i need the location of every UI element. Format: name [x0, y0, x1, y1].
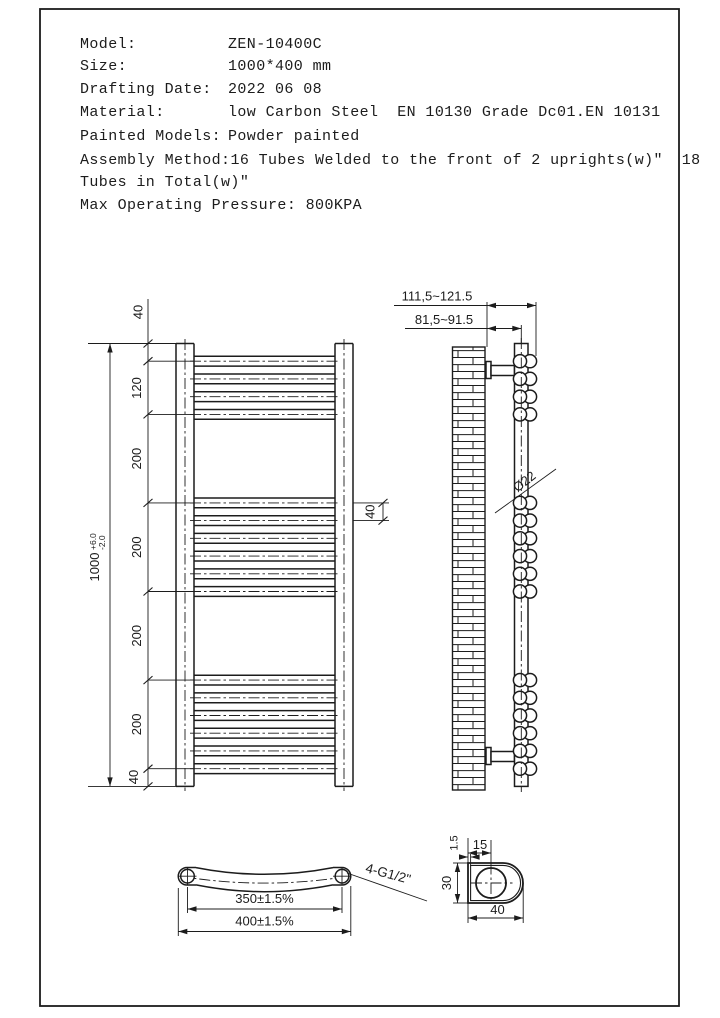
spec-value: ZEN-10400C: [228, 36, 323, 53]
tolerance-upper: +6.0: [88, 533, 98, 550]
spec-label: Max Operating Pressure: 800KPA: [80, 197, 363, 214]
tube-diameter-label: Ø22: [509, 467, 539, 495]
overall-height-label: [87, 533, 107, 582]
tube-end-circle-inner: [513, 709, 526, 722]
dimension-ticks: [144, 340, 388, 791]
chain-dim-200-1: 200: [129, 447, 144, 470]
plan-view: [178, 860, 427, 936]
wall-to-center-label: 81,5~91.5: [414, 312, 474, 327]
tube-end-circle-inner: [513, 674, 526, 687]
connection-thread-label: 4-G1/2": [363, 860, 413, 887]
tube-curve-front: [196, 868, 333, 875]
division-extension-lines: [148, 361, 194, 769]
front-view: [87, 299, 389, 791]
center-distance-label: 350±1.5%: [235, 891, 294, 906]
section-view: [439, 835, 523, 923]
sheet-border: [40, 9, 679, 1006]
spec-label: Model:: [80, 36, 137, 53]
tolerance-lower: -2.0: [97, 535, 107, 550]
tube-end-circle-inner: [513, 744, 526, 757]
right-upright: [335, 339, 353, 791]
tube-end-circle-inner: [513, 691, 526, 704]
chain-dim-40-bottom: 40: [126, 769, 141, 785]
chain-dim-120: 120: [129, 377, 144, 399]
tube-pitch-label: 40: [362, 504, 378, 519]
spec-label: Size:: [80, 58, 128, 75]
wall-bracket-top: [486, 362, 515, 379]
spec-value: 1000*400 mm: [228, 58, 332, 75]
wall-bracket-bottom: [486, 748, 515, 765]
wall-section: [453, 347, 486, 790]
spec-label: Assembly Method:: [80, 152, 231, 169]
tube-curve-centerline: [180, 876, 349, 883]
tube-end-circle-inner: [513, 532, 526, 545]
tube-end-circle-inner: [513, 567, 526, 580]
spec-value: Powder painted: [228, 128, 360, 145]
wall-thickness-label: 1.5: [448, 835, 461, 851]
tube-rows: [190, 356, 339, 773]
tube-end-circle-inner: [513, 408, 526, 421]
bracket-arm: [491, 752, 515, 762]
side-view: [394, 289, 556, 793]
chain-dim-40-top: 40: [130, 304, 146, 320]
chain-dim-200-4: 200: [129, 713, 144, 736]
spec-value: 2022 06 08: [228, 81, 323, 98]
center-offset-label: 15: [472, 837, 488, 852]
tube-end-circle-inner: [513, 550, 526, 563]
width-label: 40: [490, 902, 505, 917]
tube-end-circle-inner: [513, 372, 526, 385]
spec-label: Painted Models:: [80, 128, 222, 145]
tube-end-circle-inner: [513, 514, 526, 527]
spec-label: Material:: [80, 104, 165, 121]
spec-label: Drafting Date:: [80, 81, 212, 98]
overall-height-value: 1000: [87, 552, 102, 582]
wall-to-tube-face-label: 111,5~121.5: [401, 288, 473, 304]
tube-end-circle-inner: [513, 727, 526, 740]
left-upright: [176, 339, 194, 791]
depth-label: 30: [439, 875, 454, 891]
bracket-arm: [491, 366, 515, 376]
tube-end-circle-inner: [513, 355, 526, 368]
spec-value: 16 Tubes Welded to the front of 2 uprights(w)″ 18: [230, 152, 701, 169]
tube-end-circle-inner: [513, 762, 526, 775]
spec-value: low Carbon Steel EN 10130 Grade Dc01.EN 10131: [228, 104, 661, 121]
chain-dim-200-3: 200: [129, 624, 144, 647]
spec-label: Tubes in Total(w)″: [80, 174, 250, 191]
overall-width-label: 400±1.5%: [235, 913, 294, 929]
tube-end-circle-inner: [513, 390, 526, 403]
chain-dim-200-2: 200: [129, 536, 144, 559]
tube-end-circle-inner: [513, 585, 526, 598]
